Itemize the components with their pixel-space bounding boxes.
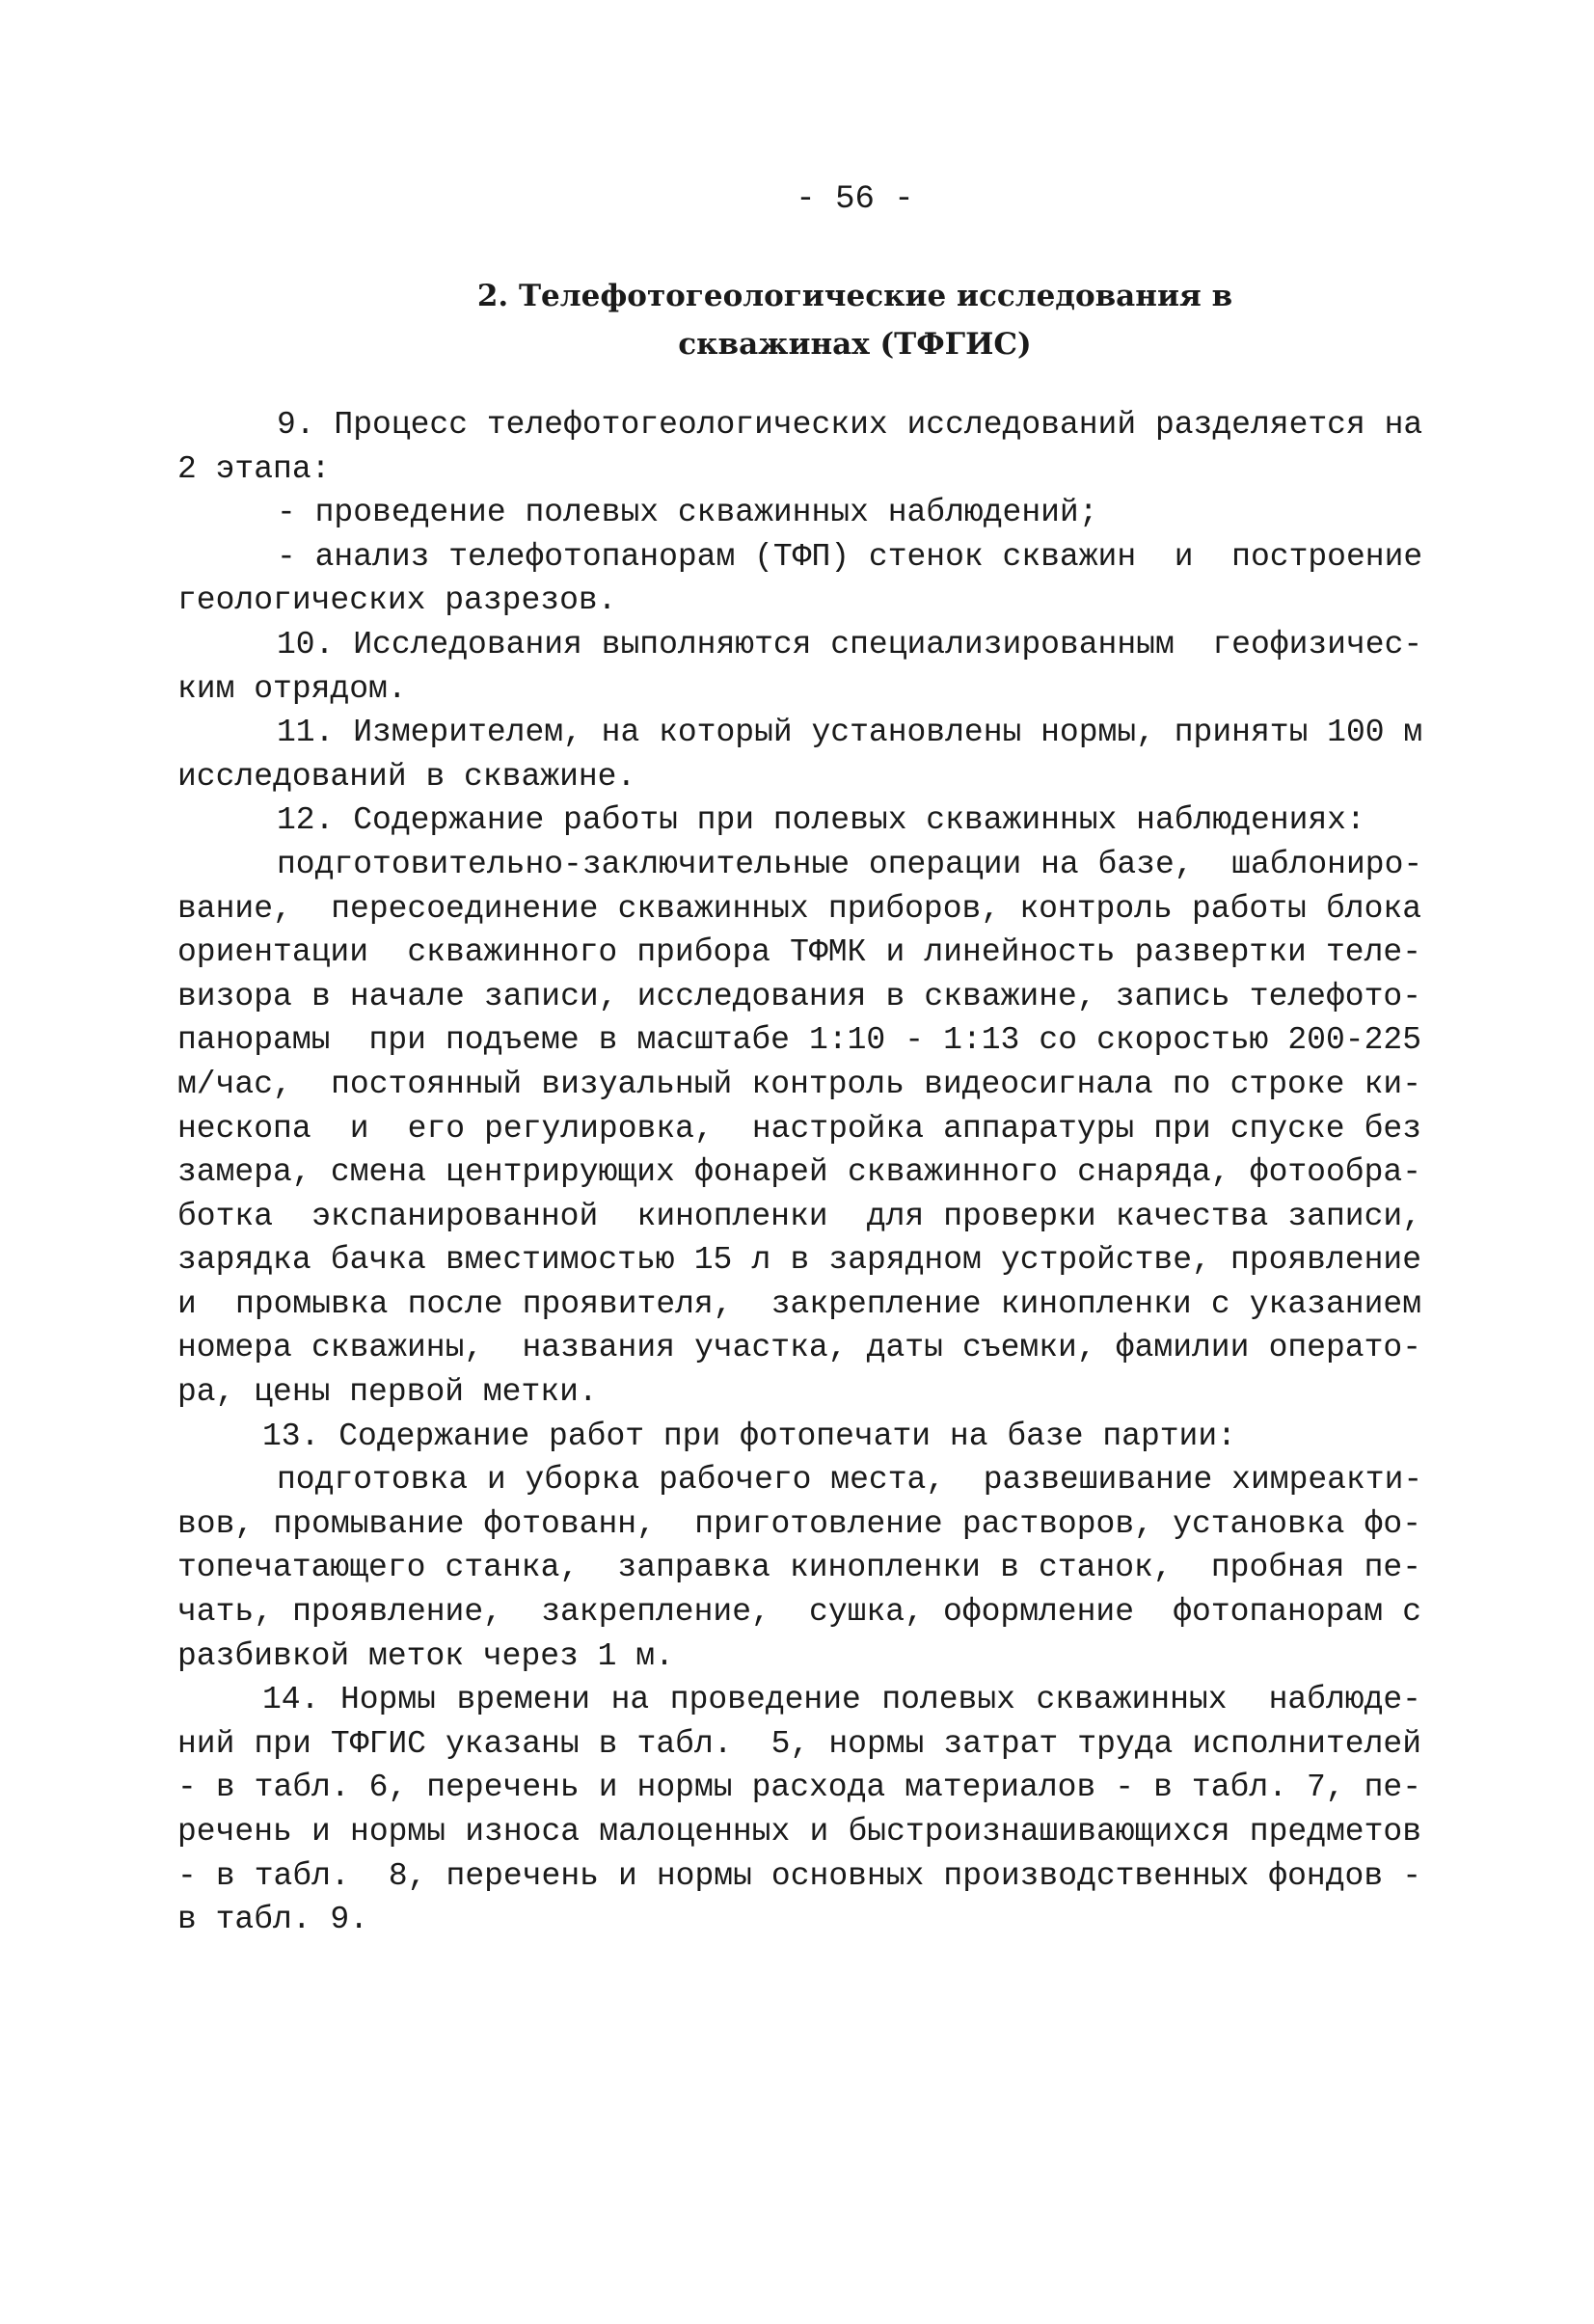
text-line: в табл. 9. bbox=[177, 1902, 369, 1938]
text-line: геологических разрезов. bbox=[177, 582, 617, 619]
text-line: 11. Измерителем, на который установлены нормы, приняты 100 м bbox=[277, 715, 1423, 751]
text-line: чать, проявление, закрепление, сушка, оформление фотопанорам с bbox=[177, 1594, 1421, 1631]
text-line: ботка экспанированной кинопленки для проверки качества записи, bbox=[177, 1198, 1421, 1234]
text-line: нескопа и его регулировка, настройка аппаратуры при спуске без bbox=[177, 1110, 1421, 1147]
text-line: подготовительно-заключительные операции на базе, шаблониро- bbox=[277, 846, 1423, 882]
text-line: визора в начале записи, исследования в скважине, запись телефото- bbox=[177, 978, 1421, 1014]
text-line: номера скважины, названия участка, даты съемки, фамилии операто- bbox=[177, 1330, 1421, 1366]
text-line: топечатающего станка, заправка кинопленки в станок, пробная пе- bbox=[177, 1550, 1421, 1586]
section-heading-line-2: скважинах (ТФГИС) bbox=[678, 327, 1032, 362]
body-text bbox=[177, 403, 1421, 1942]
text-line: 14. Нормы времени на проведение полевых скважинных наблюде- bbox=[262, 1682, 1421, 1718]
text-line: 13. Содержание работ при фотопечати на базе партии: bbox=[262, 1418, 1236, 1454]
text-line: - проведение полевых скважинных наблюдений; bbox=[277, 495, 1098, 531]
text-line: ний при ТФГИС указаны в табл. 5, нормы затрат труда исполнителей bbox=[177, 1725, 1421, 1762]
text-line: 9. Процесс телефотогеологических исследований разделяется на bbox=[277, 407, 1423, 443]
text-line: 2 этапа: bbox=[177, 450, 331, 487]
text-line: - анализ телефотопанорам (ТФП) стенок скважин и построение bbox=[277, 538, 1423, 575]
text-line: вов, промывание фотованн, приготовление растворов, установка фо- bbox=[177, 1505, 1421, 1542]
page-number: - 56 - bbox=[796, 181, 914, 218]
text-line: - в табл. 8, перечень и нормы основных производственных фондов - bbox=[177, 1857, 1421, 1894]
text-line: зарядка бачка вместимостью 15 л в зарядном устройстве, проявление bbox=[177, 1242, 1421, 1279]
section-heading-line-1: 2. Телефотогеологические исследования в bbox=[476, 279, 1233, 313]
text-line: ким отрядом. bbox=[177, 670, 407, 707]
text-line: 12. Содержание работы при полевых скважинных наблюдениях: bbox=[277, 802, 1365, 839]
text-line: исследований в скважине. bbox=[177, 758, 636, 795]
text-line: - в табл. 6, перечень и нормы расхода материалов - в табл. 7, пе- bbox=[177, 1770, 1421, 1806]
text-line: речень и нормы износа малоценных и быстроизнашивающихся предметов bbox=[177, 1814, 1421, 1850]
text-line: 10. Исследования выполняются специализированным геофизичес- bbox=[277, 626, 1423, 662]
text-line: вание, пересоединение скважинных приборов, контроль работы блока bbox=[177, 890, 1421, 927]
text-line: ра, цены первой метки. bbox=[177, 1374, 598, 1411]
text-line: ориентации скважинного прибора ТФМК и линейность развертки теле- bbox=[177, 934, 1421, 971]
text-line: подготовка и уборка рабочего места, развешивание химреакти- bbox=[277, 1462, 1423, 1499]
text-line: м/час, постоянный визуальный контроль видеосигнала по строке ки- bbox=[177, 1066, 1421, 1102]
section-heading bbox=[0, 272, 1594, 368]
text-line: разбивкой меток через 1 м. bbox=[177, 1637, 674, 1674]
text-line: и промывка после проявителя, закрепление кинопленки с указанием bbox=[177, 1285, 1421, 1322]
text-line: замера, смена центрирующих фонарей скважинного снаряда, фотообра- bbox=[177, 1154, 1421, 1191]
text-line: панорамы при подъеме в масштабе 1:10 - 1:13 со скоростью 200-225 bbox=[177, 1022, 1421, 1059]
